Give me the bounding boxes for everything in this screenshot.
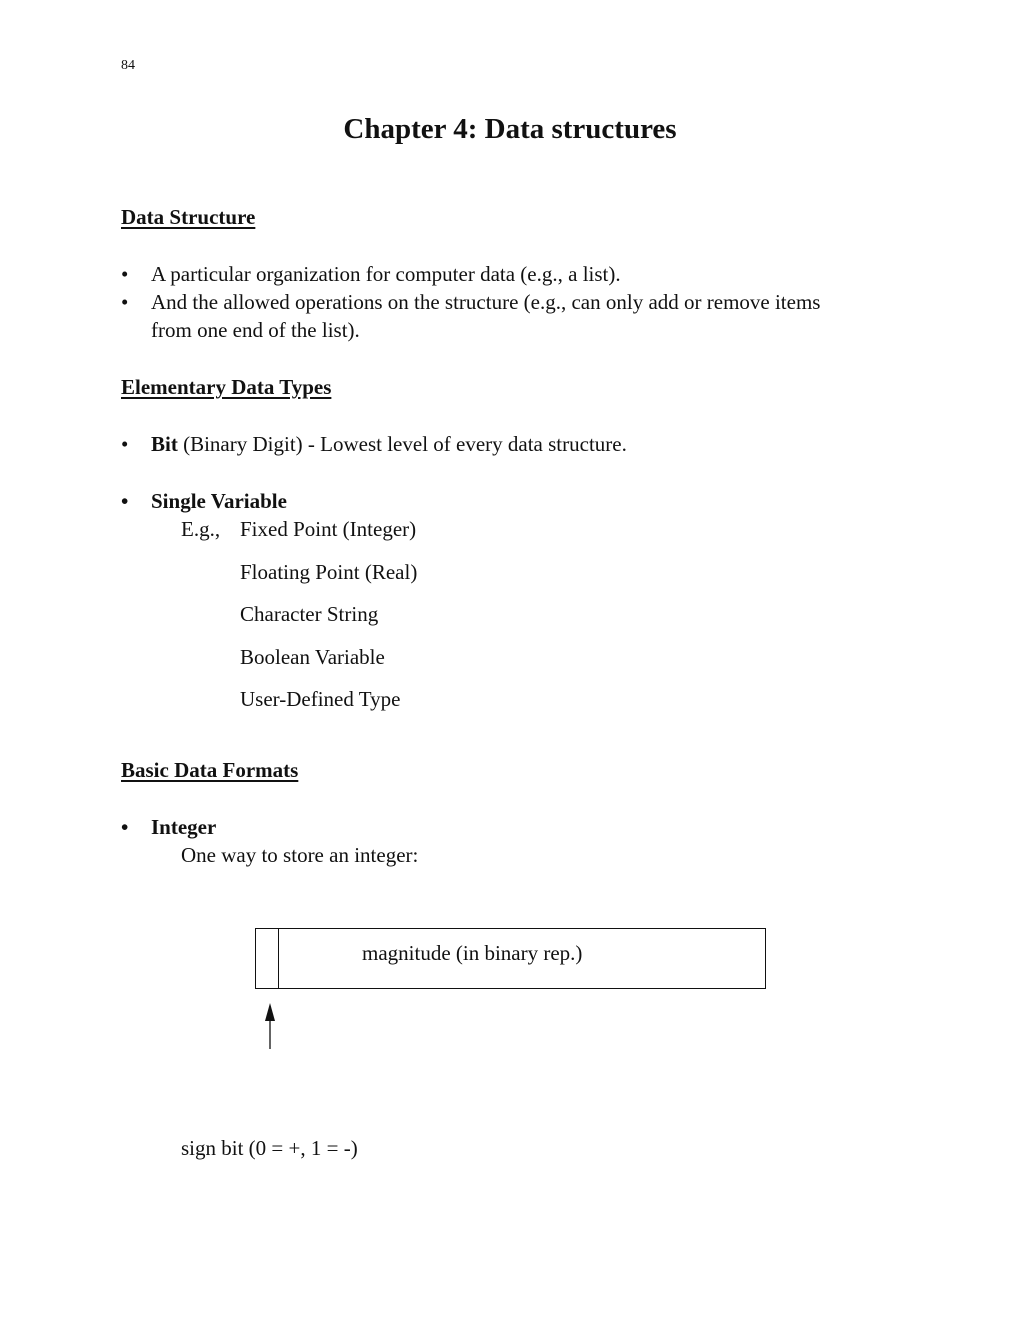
chapter-title: Chapter 4: Data structures [343, 113, 677, 145]
list-item-continuation: from one end of the list). [151, 318, 360, 342]
up-arrow-icon [262, 1003, 278, 1049]
single-variable-label: Single Variable [151, 489, 287, 513]
type-item: Boolean Variable [240, 645, 385, 669]
bit-description: (Binary Digit) - Lowest level of every data structure. [177, 432, 627, 456]
bullet-icon: • [121, 262, 129, 286]
sign-bit-cell [256, 929, 279, 988]
type-item: Fixed Point (Integer) [240, 517, 417, 541]
bullet-icon: • [121, 815, 129, 839]
section-heading-data-structure: Data Structure [121, 205, 256, 229]
integer-description: One way to store an integer: [181, 843, 419, 867]
section-heading-elementary-data-types: Elementary Data Types [121, 375, 332, 399]
list-item: And the allowed operations on the structure (e.g., can only add or remove items [151, 290, 821, 314]
sign-bit-label: sign bit (0 = +, 1 = -) [181, 1136, 358, 1160]
type-item: User-Defined Type [240, 687, 401, 711]
list-item-bit [151, 432, 627, 457]
type-item: Character String [240, 602, 379, 626]
bullet-icon: • [121, 489, 129, 513]
bullet-icon: • [121, 432, 129, 456]
integer-storage-box [255, 928, 766, 989]
list-item: A particular organization for computer data (e.g., a list). [151, 262, 621, 286]
page-number: 84 [121, 58, 135, 73]
magnitude-label: magnitude (in binary rep.) [362, 941, 583, 965]
bullet-icon: • [121, 290, 129, 314]
type-item: Floating Point (Real) [240, 560, 418, 584]
section-heading-basic-data-formats: Basic Data Formats [121, 758, 299, 782]
bit-label: Bit [151, 432, 178, 456]
integer-label: Integer [151, 815, 217, 839]
eg-label: E.g., [181, 517, 221, 541]
